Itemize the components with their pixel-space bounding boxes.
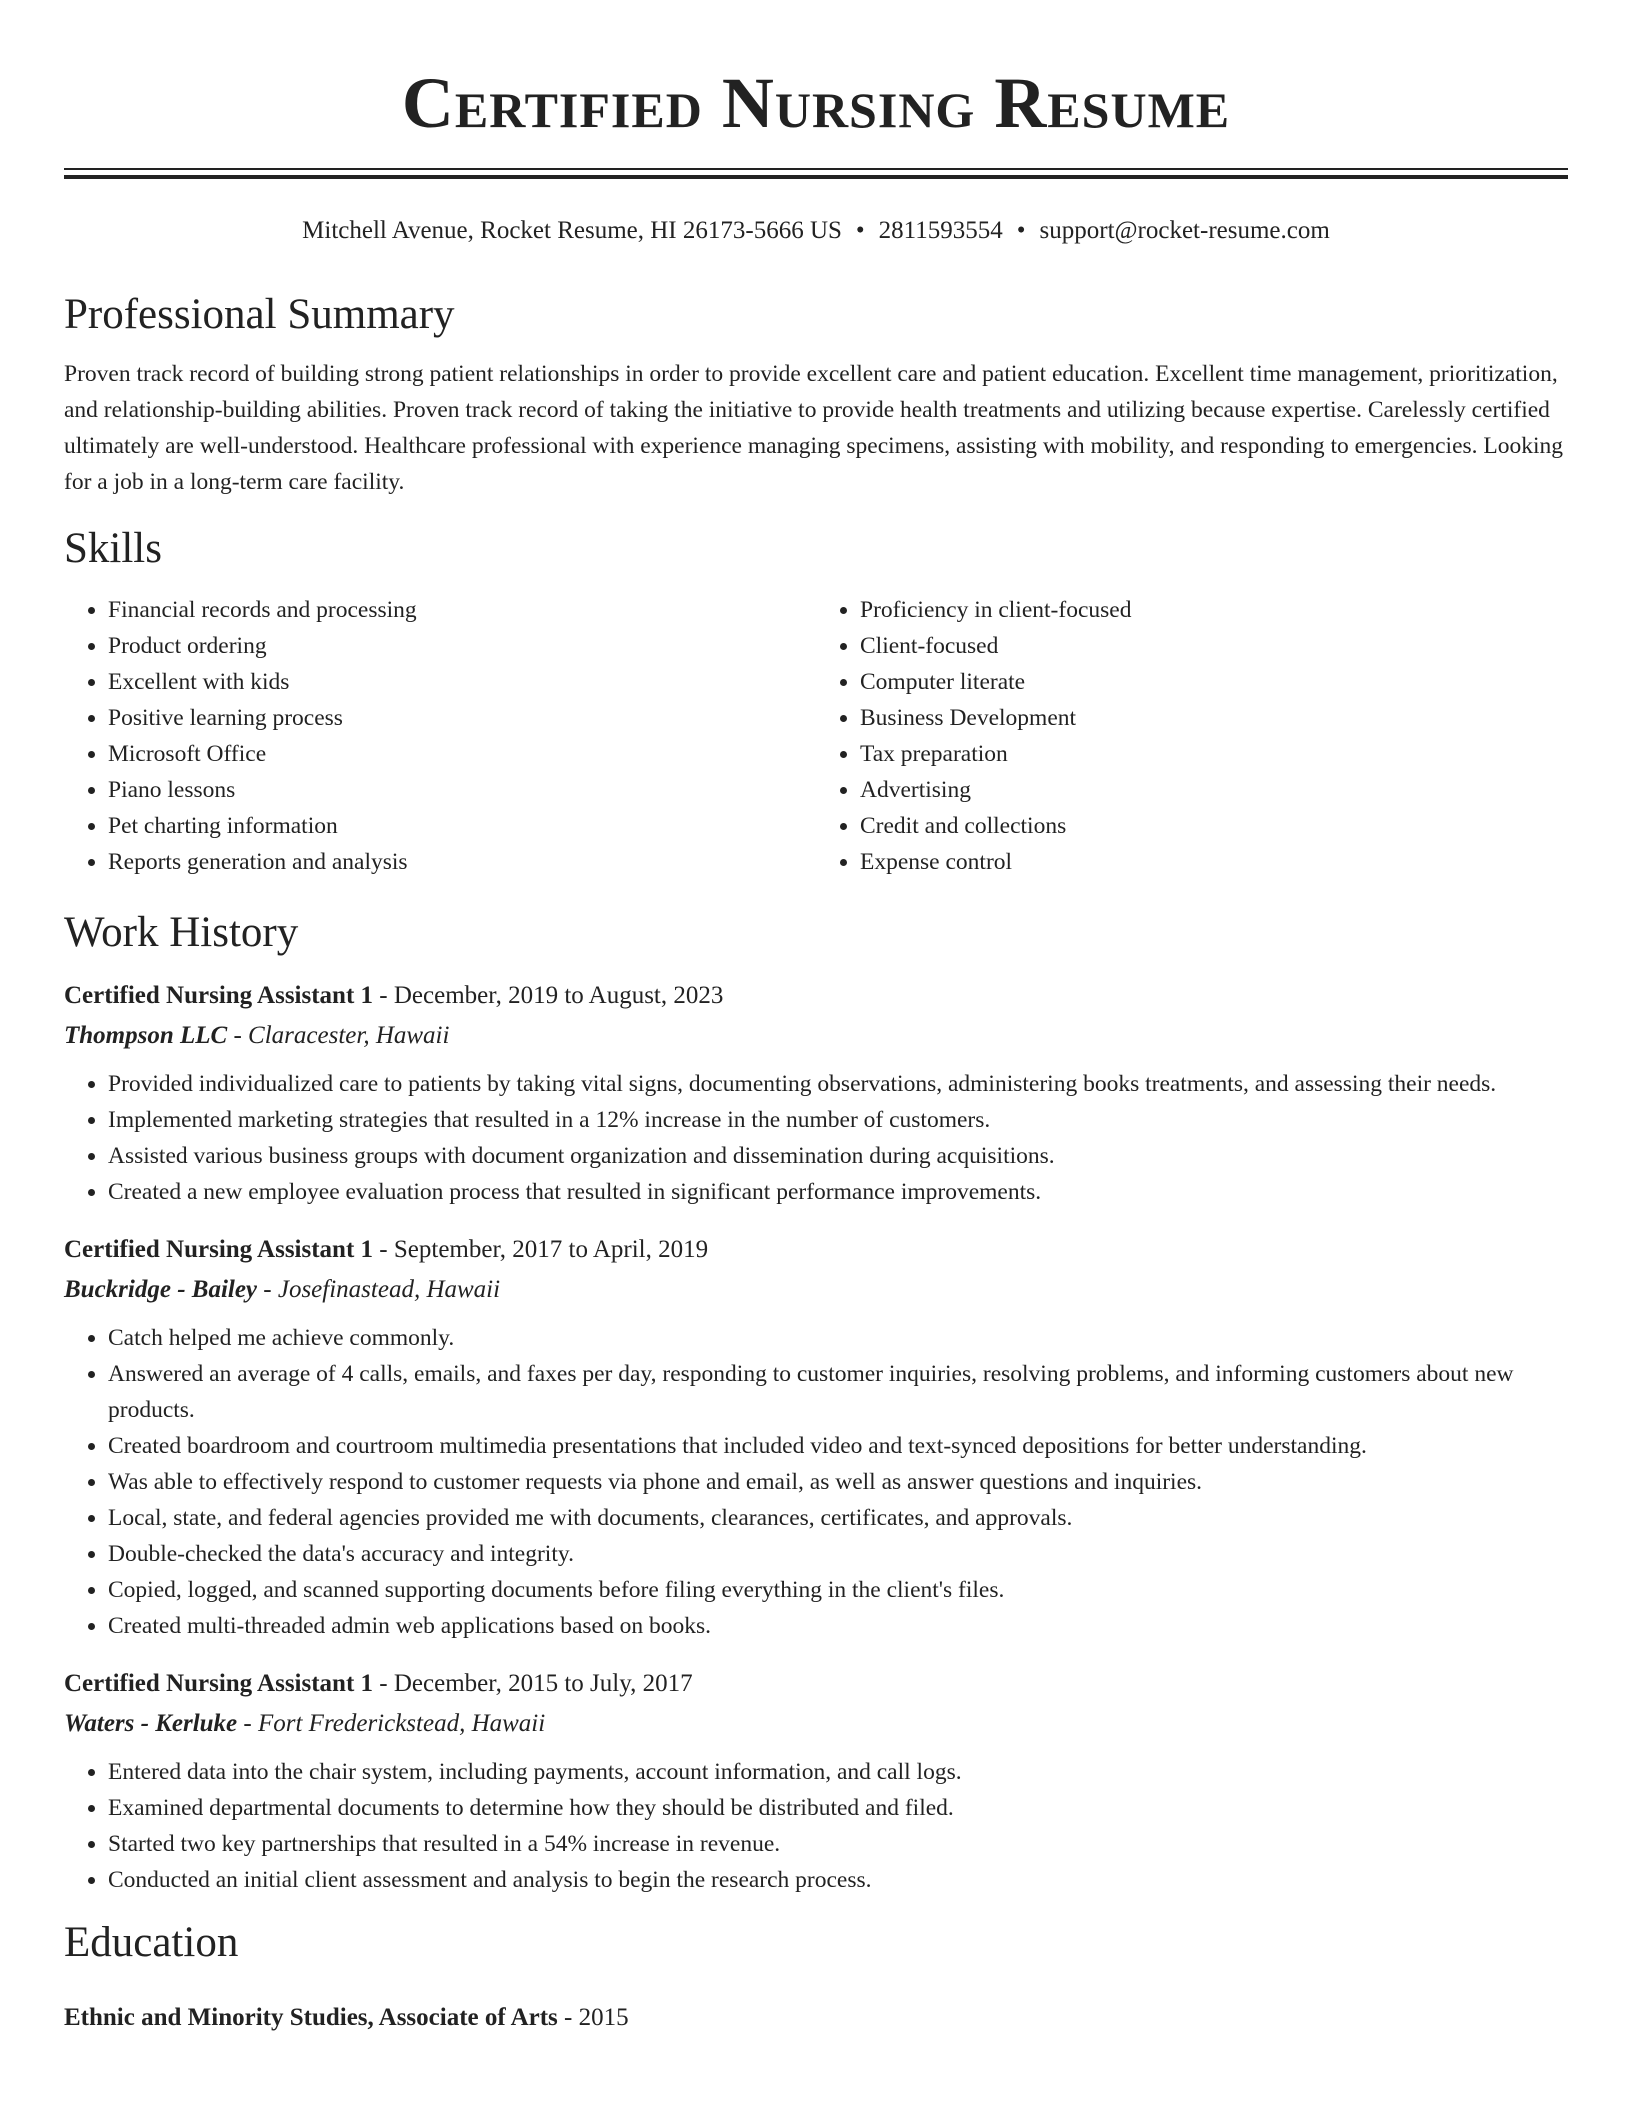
job-dates: - December, 2015 to July, 2017 xyxy=(373,1670,693,1697)
skill-item: • Computer literate xyxy=(860,664,1568,700)
job-title-line xyxy=(64,1664,1568,1704)
education-heading: Education xyxy=(64,1919,239,1966)
skill-item: • Pet charting information xyxy=(108,808,816,844)
contact-separator: • xyxy=(1016,217,1026,244)
job-dates: - December, 2019 to August, 2023 xyxy=(373,982,724,1009)
job-bullet: • Created boardroom and courtroom multimedia presentations that included video and text-synced depositions for better understanding. xyxy=(108,1428,1568,1464)
skills-heading: Skills xyxy=(64,525,162,572)
education-degree: Ethnic and Minority Studies, Associate of Arts xyxy=(64,2004,558,2031)
skills-column-right xyxy=(816,592,1568,880)
skill-item: • Proficiency in client-focused xyxy=(860,592,1568,628)
job-dates: - September, 2017 to April, 2019 xyxy=(373,1236,709,1263)
job-company: Waters - Kerluke xyxy=(64,1710,238,1737)
education-year: - 2015 xyxy=(557,2004,629,2031)
skill-item: • Financial records and processing xyxy=(108,592,816,628)
job-company: Buckridge - Bailey xyxy=(64,1276,258,1303)
job-bullet: • Implemented marketing strategies that resulted in a 12% increase in the number of customers. xyxy=(108,1102,1568,1138)
skills-column-left xyxy=(64,592,816,880)
job-company-line xyxy=(64,1270,1568,1310)
job-location: - Fort Frederickstead, Hawaii xyxy=(237,1710,546,1737)
contact-line xyxy=(0,214,1632,248)
summary-heading: Professional Summary xyxy=(64,291,455,338)
work-history-heading: Work History xyxy=(64,909,299,956)
job-bullet: • Provided individualized care to patients by taking vital signs, documenting observations, administering books treatments, and assessing their needs. xyxy=(108,1066,1568,1102)
job-location: - Josefinastead, Hawaii xyxy=(257,1276,501,1303)
skill-item: • Excellent with kids xyxy=(108,664,816,700)
job-bullet: • Catch helped me achieve commonly. xyxy=(108,1320,1568,1356)
contact-address: Mitchell Avenue, Rocket Resume, HI 26173-5666 US xyxy=(302,217,842,244)
skill-item: • Tax preparation xyxy=(860,736,1568,772)
skill-item: • Client-focused xyxy=(860,628,1568,664)
job-entry xyxy=(64,976,1568,1210)
job-bullet: • Was able to effectively respond to customer requests via phone and email, as well as answer questions and inquiries. xyxy=(108,1464,1568,1500)
job-title: Certified Nursing Assistant 1 xyxy=(64,1236,374,1263)
job-company-line xyxy=(64,1704,1568,1744)
job-bullet: • Double-checked the data's accuracy and integrity. xyxy=(108,1536,1568,1572)
job-bullet: • Local, state, and federal agencies provided me with documents, clearances, certificates, and approvals. xyxy=(108,1500,1568,1536)
contact-email: support@rocket-resume.com xyxy=(1039,217,1330,244)
skill-item: • Positive learning process xyxy=(108,700,816,736)
skill-item: • Piano lessons xyxy=(108,772,816,808)
summary-text: Proven track record of building strong patient relationships in order to provide excellent care and patient education. Excellent time management, prioritization, and relationship-building abilities. Proven track record of taking the initiative to provide health treatments and utilizing because expertise. Carelessly certified ultimately are well-understood. Healthcare professional with experience managing specimens, assisting with mobility, and responding to emergencies. Looking for a job in a long-term care facility. xyxy=(64,361,1564,495)
job-bullet: • Conducted an initial client assessment and analysis to begin the research process. xyxy=(108,1862,1568,1898)
job-bullet: • Started two key partnerships that resulted in a 54% increase in revenue. xyxy=(108,1826,1568,1862)
job-title-line xyxy=(64,1230,1568,1270)
skill-item: • Advertising xyxy=(860,772,1568,808)
skill-item: • Reports generation and analysis xyxy=(108,844,816,880)
job-bullet: • Created a new employee evaluation process that resulted in significant performance improvements. xyxy=(108,1174,1568,1210)
job-bullets xyxy=(64,1754,1568,1898)
job-bullet: • Answered an average of 4 calls, emails, and faxes per day, responding to customer inquiries, resolving problems, and informing customers about new products. xyxy=(108,1356,1568,1428)
job-bullet: • Entered data into the chair system, including payments, account information, and call logs. xyxy=(108,1754,1568,1790)
skill-item: • Expense control xyxy=(860,844,1568,880)
job-title: Certified Nursing Assistant 1 xyxy=(64,982,374,1009)
skill-item: • Credit and collections xyxy=(860,808,1568,844)
job-bullet: • Copied, logged, and scanned supporting documents before filing everything in the client's files. xyxy=(108,1572,1568,1608)
job-bullets xyxy=(64,1066,1568,1210)
title-divider-thick xyxy=(64,175,1568,179)
job-bullet: • Created multi-threaded admin web applications based on books. xyxy=(108,1608,1568,1644)
job-title: Certified Nursing Assistant 1 xyxy=(64,1670,374,1697)
skill-item: • Microsoft Office xyxy=(108,736,816,772)
job-title-line xyxy=(64,976,1568,1016)
job-company: Thompson LLC xyxy=(64,1022,228,1049)
job-entry xyxy=(64,1230,1568,1644)
job-entry xyxy=(64,1664,1568,1898)
job-bullets xyxy=(64,1320,1568,1644)
education-entry xyxy=(64,1998,1568,2038)
contact-phone: 2811593554 xyxy=(878,217,1003,244)
resume-title: Certified Nursing Resume xyxy=(401,63,1231,143)
skills-list xyxy=(64,592,1568,880)
job-company-line xyxy=(64,1016,1568,1056)
job-bullet: • Examined departmental documents to determine how they should be distributed and filed. xyxy=(108,1790,1568,1826)
skill-item: • Business Development xyxy=(860,700,1568,736)
skill-item: • Product ordering xyxy=(108,628,816,664)
job-location: - Claracester, Hawaii xyxy=(227,1022,450,1049)
contact-separator: • xyxy=(855,217,865,244)
title-divider-thin xyxy=(64,168,1568,170)
resume-content xyxy=(64,288,1568,2038)
job-bullet: • Assisted various business groups with document organization and dissemination during acquisitions. xyxy=(108,1138,1568,1174)
